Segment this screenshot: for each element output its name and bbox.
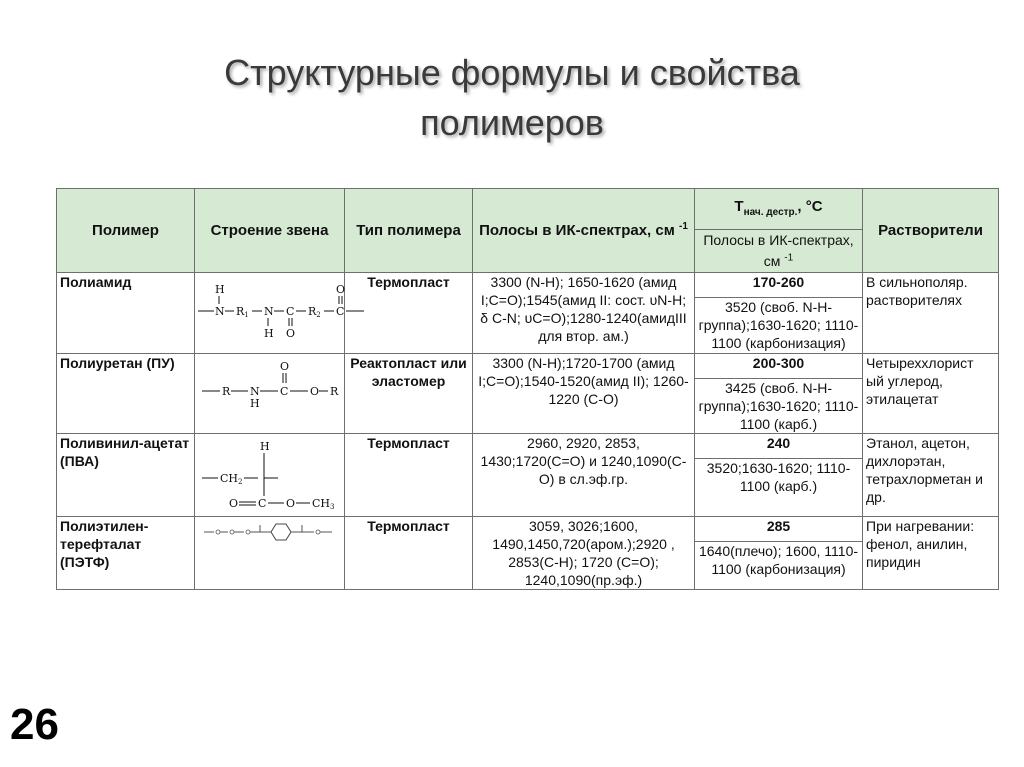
cell-ir-bands-destr: 1640(плечо); 1600, 1110-1100 (карбонизация) [695, 542, 863, 590]
formula-ch3-letters: CH [312, 497, 331, 510]
formula-atom-o2: O [336, 283, 346, 296]
pet-formula-icon [200, 517, 340, 547]
cell-ir-bands-destr: 3520;1630-1620; 1110-1100 (карб.) [695, 459, 863, 517]
slide-title-line-2: полимеров [420, 102, 604, 143]
cell-structure [195, 517, 345, 590]
header-t-destr-sub: нач. дестр. [743, 206, 798, 218]
cell-ir-bands: 2960, 2920, 2853, 1430;1720(C=O) и 1240,1090(C-O) в сл.эф.гр. [473, 434, 695, 517]
formula-r2-letter: R [308, 305, 317, 318]
header-ir-bands [473, 189, 695, 273]
cell-structure [195, 354, 345, 434]
cell-ir-bands: 3300 (N-H); 1650-1620 (амид I;C=O);1545(амид II: сост. υN-H; δ C-N; υC=O);1280-1240(амидIII для втор. ам.) [473, 273, 695, 354]
formula-atom-o2: O [310, 385, 320, 398]
cell-polymer-name: Полиуретан (ПУ) [57, 354, 195, 434]
header-t-destr-unit: , °C [797, 197, 823, 215]
cell-t-destr: 285 [695, 517, 863, 542]
formula-atom-c: C [280, 385, 289, 398]
header-ir-unit-exponent: -1 [679, 221, 688, 232]
cell-solvents: Этанол, ацетон, дихлорэтан, тетрахлорметан и др. [863, 434, 999, 517]
formula-atom-o2: O [286, 497, 296, 510]
slide-title-line-1: Структурные формулы и свойства [224, 52, 800, 93]
table-header-row [57, 189, 999, 230]
header-t-destr-main: T [734, 197, 744, 215]
cell-ir-bands-destr: 3520 (своб. N-H-группа);1630-1620; 1110-1100 (карбонизация) [695, 298, 863, 354]
header-ir-unit-exponent-2: -1 [784, 252, 794, 264]
cell-solvents: При нагревании: фенол, анилин, пиридин [863, 517, 999, 590]
formula-ch2-letters: CH [220, 472, 239, 485]
header-t-destr [695, 189, 863, 230]
table-row [57, 517, 999, 542]
formula-atom-c: C [286, 305, 295, 318]
formula-r2-sub: 2 [316, 311, 321, 319]
formula-group-r2: R [330, 385, 339, 398]
cell-solvents: Четыреххлорист ый углерод, этилацетат [863, 354, 999, 434]
formula-atom-h: H [260, 440, 270, 453]
cell-structure [195, 434, 345, 517]
polymer-properties-table [56, 188, 999, 590]
cell-ir-bands: 3300 (N-H);1720-1700 (амид I;C=O);1540-1520(амид II); 1260-1220 (C-O) [473, 354, 695, 434]
header-ir-bands-label: Полосы в ИК-спектрах, см [479, 222, 675, 239]
header-structure: Строение звена [195, 189, 345, 273]
formula-atom-o: O [286, 327, 296, 340]
formula-atom-o: O [229, 497, 239, 510]
formula-group-r: R [222, 385, 231, 398]
formula-group-r2 [308, 305, 321, 319]
header-solvents: Растворители [863, 189, 999, 273]
cell-t-destr: 200-300 [695, 354, 863, 379]
formula-ch3-sub: 3 [330, 503, 335, 511]
formula-atom-c: C [258, 497, 267, 510]
formula-group-ch3 [312, 497, 334, 511]
table-row [57, 273, 999, 298]
header-polymer-type: Тип полимера [345, 189, 473, 273]
formula-atom-h: H [250, 397, 260, 410]
header-ir-bands-destr [695, 230, 863, 273]
formula-atom-h2: H [264, 327, 274, 340]
cell-polymer-type: Термопласт [345, 273, 473, 354]
cell-polymer-name: Поливинил-ацетат (ПВА) [57, 434, 195, 517]
cell-polymer-type: Термопласт [345, 434, 473, 517]
formula-r1-sub: 1 [244, 311, 249, 319]
cell-polymer-name: Полиэтилен-терефталат (ПЭТФ) [57, 517, 195, 590]
formula-atom-n2: N [264, 305, 274, 318]
table-row [57, 434, 999, 459]
formula-group-r1 [236, 305, 249, 319]
cell-ir-bands-destr: 3425 (своб. N-H-группа);1630-1620; 1110-1100 (карб.) [695, 379, 863, 434]
page-number: 26 [10, 700, 59, 749]
formula-group-ch2 [220, 472, 242, 486]
cell-t-destr: 240 [695, 434, 863, 459]
cell-polymer-type: Термопласт [345, 517, 473, 590]
formula-atom-c2: C [336, 305, 345, 318]
table-row [57, 354, 999, 379]
cell-t-destr: 170-260 [695, 273, 863, 298]
cell-ir-bands: 3059, 3026;1600, 1490,1450,720(аром.);2920 , 2853(C-H); 1720 (C=O); 1240,1090(пр.эф.) [473, 517, 695, 590]
cell-polymer-type: Реактопласт или эластомер [345, 354, 473, 434]
formula-atom-n: N [215, 305, 225, 318]
cell-structure [195, 273, 345, 354]
pva-formula-icon [198, 434, 348, 516]
polyurethane-formula-icon [198, 354, 354, 424]
header-ir-bands2-label: Полосы в ИК-спектрах, см [703, 232, 854, 269]
formula-atom-h: H [215, 283, 225, 296]
cell-polymer-name: Полиамид [57, 273, 195, 354]
header-polymer: Полимер [57, 189, 195, 273]
formula-atom-o: O [280, 360, 290, 373]
formula-ch2-sub: 2 [238, 478, 243, 486]
cell-solvents: В сильнополяр. растворителях [863, 273, 999, 354]
slide-title [0, 48, 1024, 148]
formula-r1-letter: R [236, 305, 245, 318]
formula-atom-n: N [250, 385, 260, 398]
